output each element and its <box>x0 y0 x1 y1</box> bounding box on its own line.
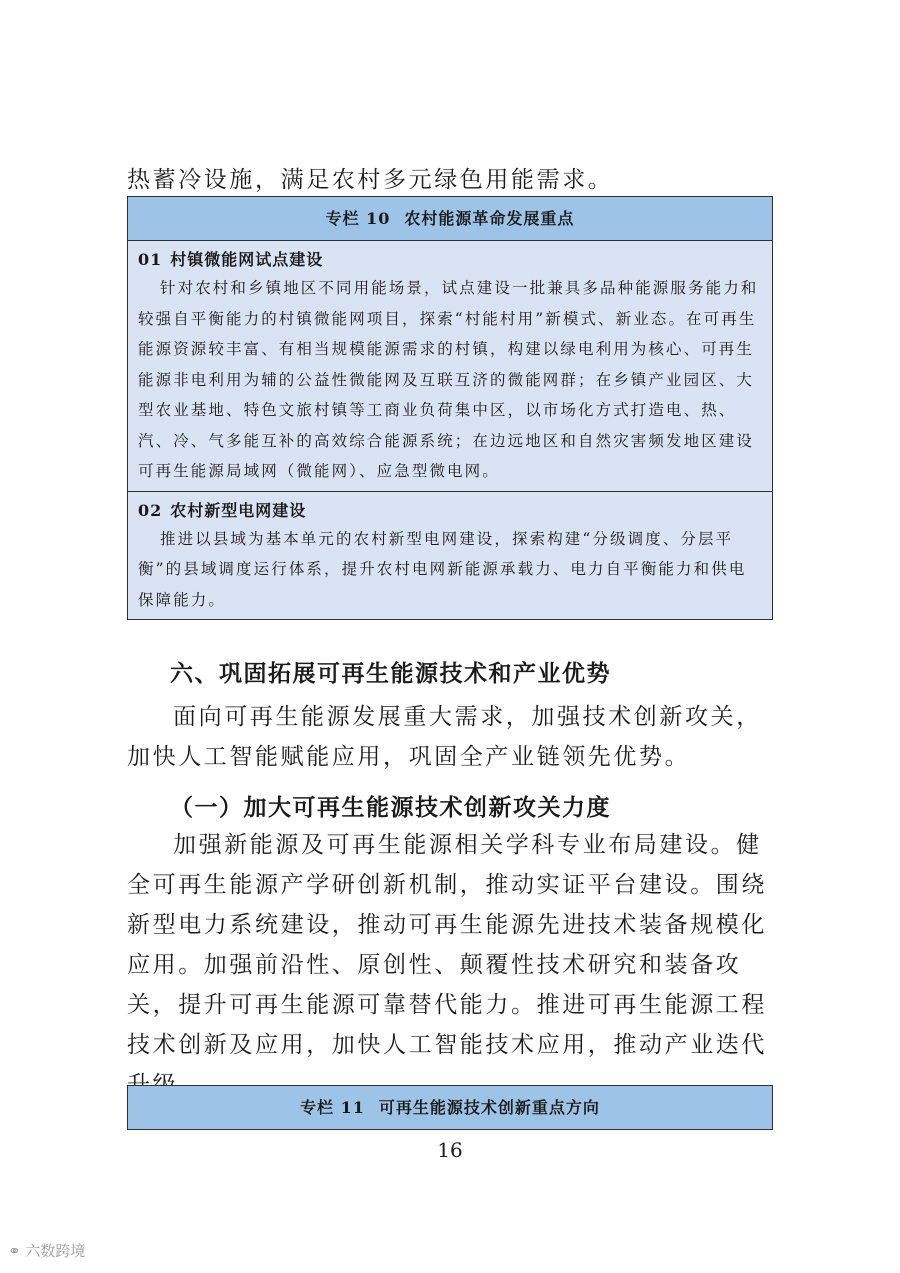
box-11-number: 专栏 11 <box>300 1098 365 1117</box>
box-11-header <box>128 1086 772 1129</box>
link-icon: ⚭ <box>8 1242 21 1260</box>
section-number: 01 <box>138 250 163 269</box>
section-6-intro: 面向可再生能源发展重大需求，加强技术创新攻关，加快人工智能赋能应用，巩固全产业链领先优势。 <box>127 704 762 770</box>
section-title <box>138 498 762 524</box>
box-10-number: 专栏 10 <box>325 209 391 228</box>
section-number: 02 <box>138 500 163 520</box>
box-10-section-1 <box>128 240 772 491</box>
section-heading: 村镇微能网试点建设 <box>170 250 324 269</box>
box-10-title: 农村能源革命发展重点 <box>404 209 575 228</box>
box-10-section-2 <box>128 491 772 620</box>
section-heading: 农村新型电网建设 <box>170 500 307 520</box>
column-box-11 <box>127 1085 773 1130</box>
watermark-text: 六数跨境 <box>25 1242 86 1260</box>
section-6-heading: 六、巩固拓展可再生能源技术和产业优势 <box>170 661 611 687</box>
intro-paragraph: 热蓄冷设施，满足农村多元绿色用能需求。 <box>127 167 614 193</box>
box-10-header <box>128 197 772 240</box>
section-body: 针对农村和乡镇地区不同用能场景，试点建设一批兼具多品种能源服务能力和较强自平衡能力的村镇微能网项目，探索“村能村用”新模式、新业态。在可再生能源资源较丰富、有相当规模能源需求的村镇，构建以绿电利用为核心、可再生能源非电利用为辅的公益性微能网及互联互济的微能网群；在乡镇产业园区、大型农业基地、特色文旅村镇等工商业负荷集中区，以市场化方式打造电、热、汽、冷、气多能互补的高效综合能源系统；在边远地区和自然灾害频发地区建设可再生能源局域网（微能网）、应急型微电网。 <box>138 279 759 480</box>
watermark-logo <box>8 1240 85 1261</box>
page-number: 16 <box>437 1138 463 1162</box>
section-body: 推进以县域为基本单元的农村新型电网建设，探索构建“分级调度、分层平衡”的县域调度运行体系，提升农村电网新能源承载力、电力自平衡能力和供电保障能力。 <box>138 529 747 609</box>
section-title <box>138 247 762 273</box>
column-box-10 <box>127 196 773 620</box>
subsection-1-body: 加强新能源及可再生能源相关学科专业布局建设。健全可再生能源产学研创新机制，推动实证平台建设。围绕新型电力系统建设，推动可再生能源先进技术装备规模化应用。加强前沿性、原创性、颠覆性技术研究和装备攻关，提升可再生能源可靠替代能力。推进可再生能源工程技术创新及应用，加快人工智能技术应用，推动产业迭代 <box>127 832 767 1058</box>
subsection-1-heading: （一）加大可再生能源技术创新攻关力度 <box>170 794 611 821</box>
box-11-title: 可再生能源技术创新重点方向 <box>378 1098 600 1117</box>
